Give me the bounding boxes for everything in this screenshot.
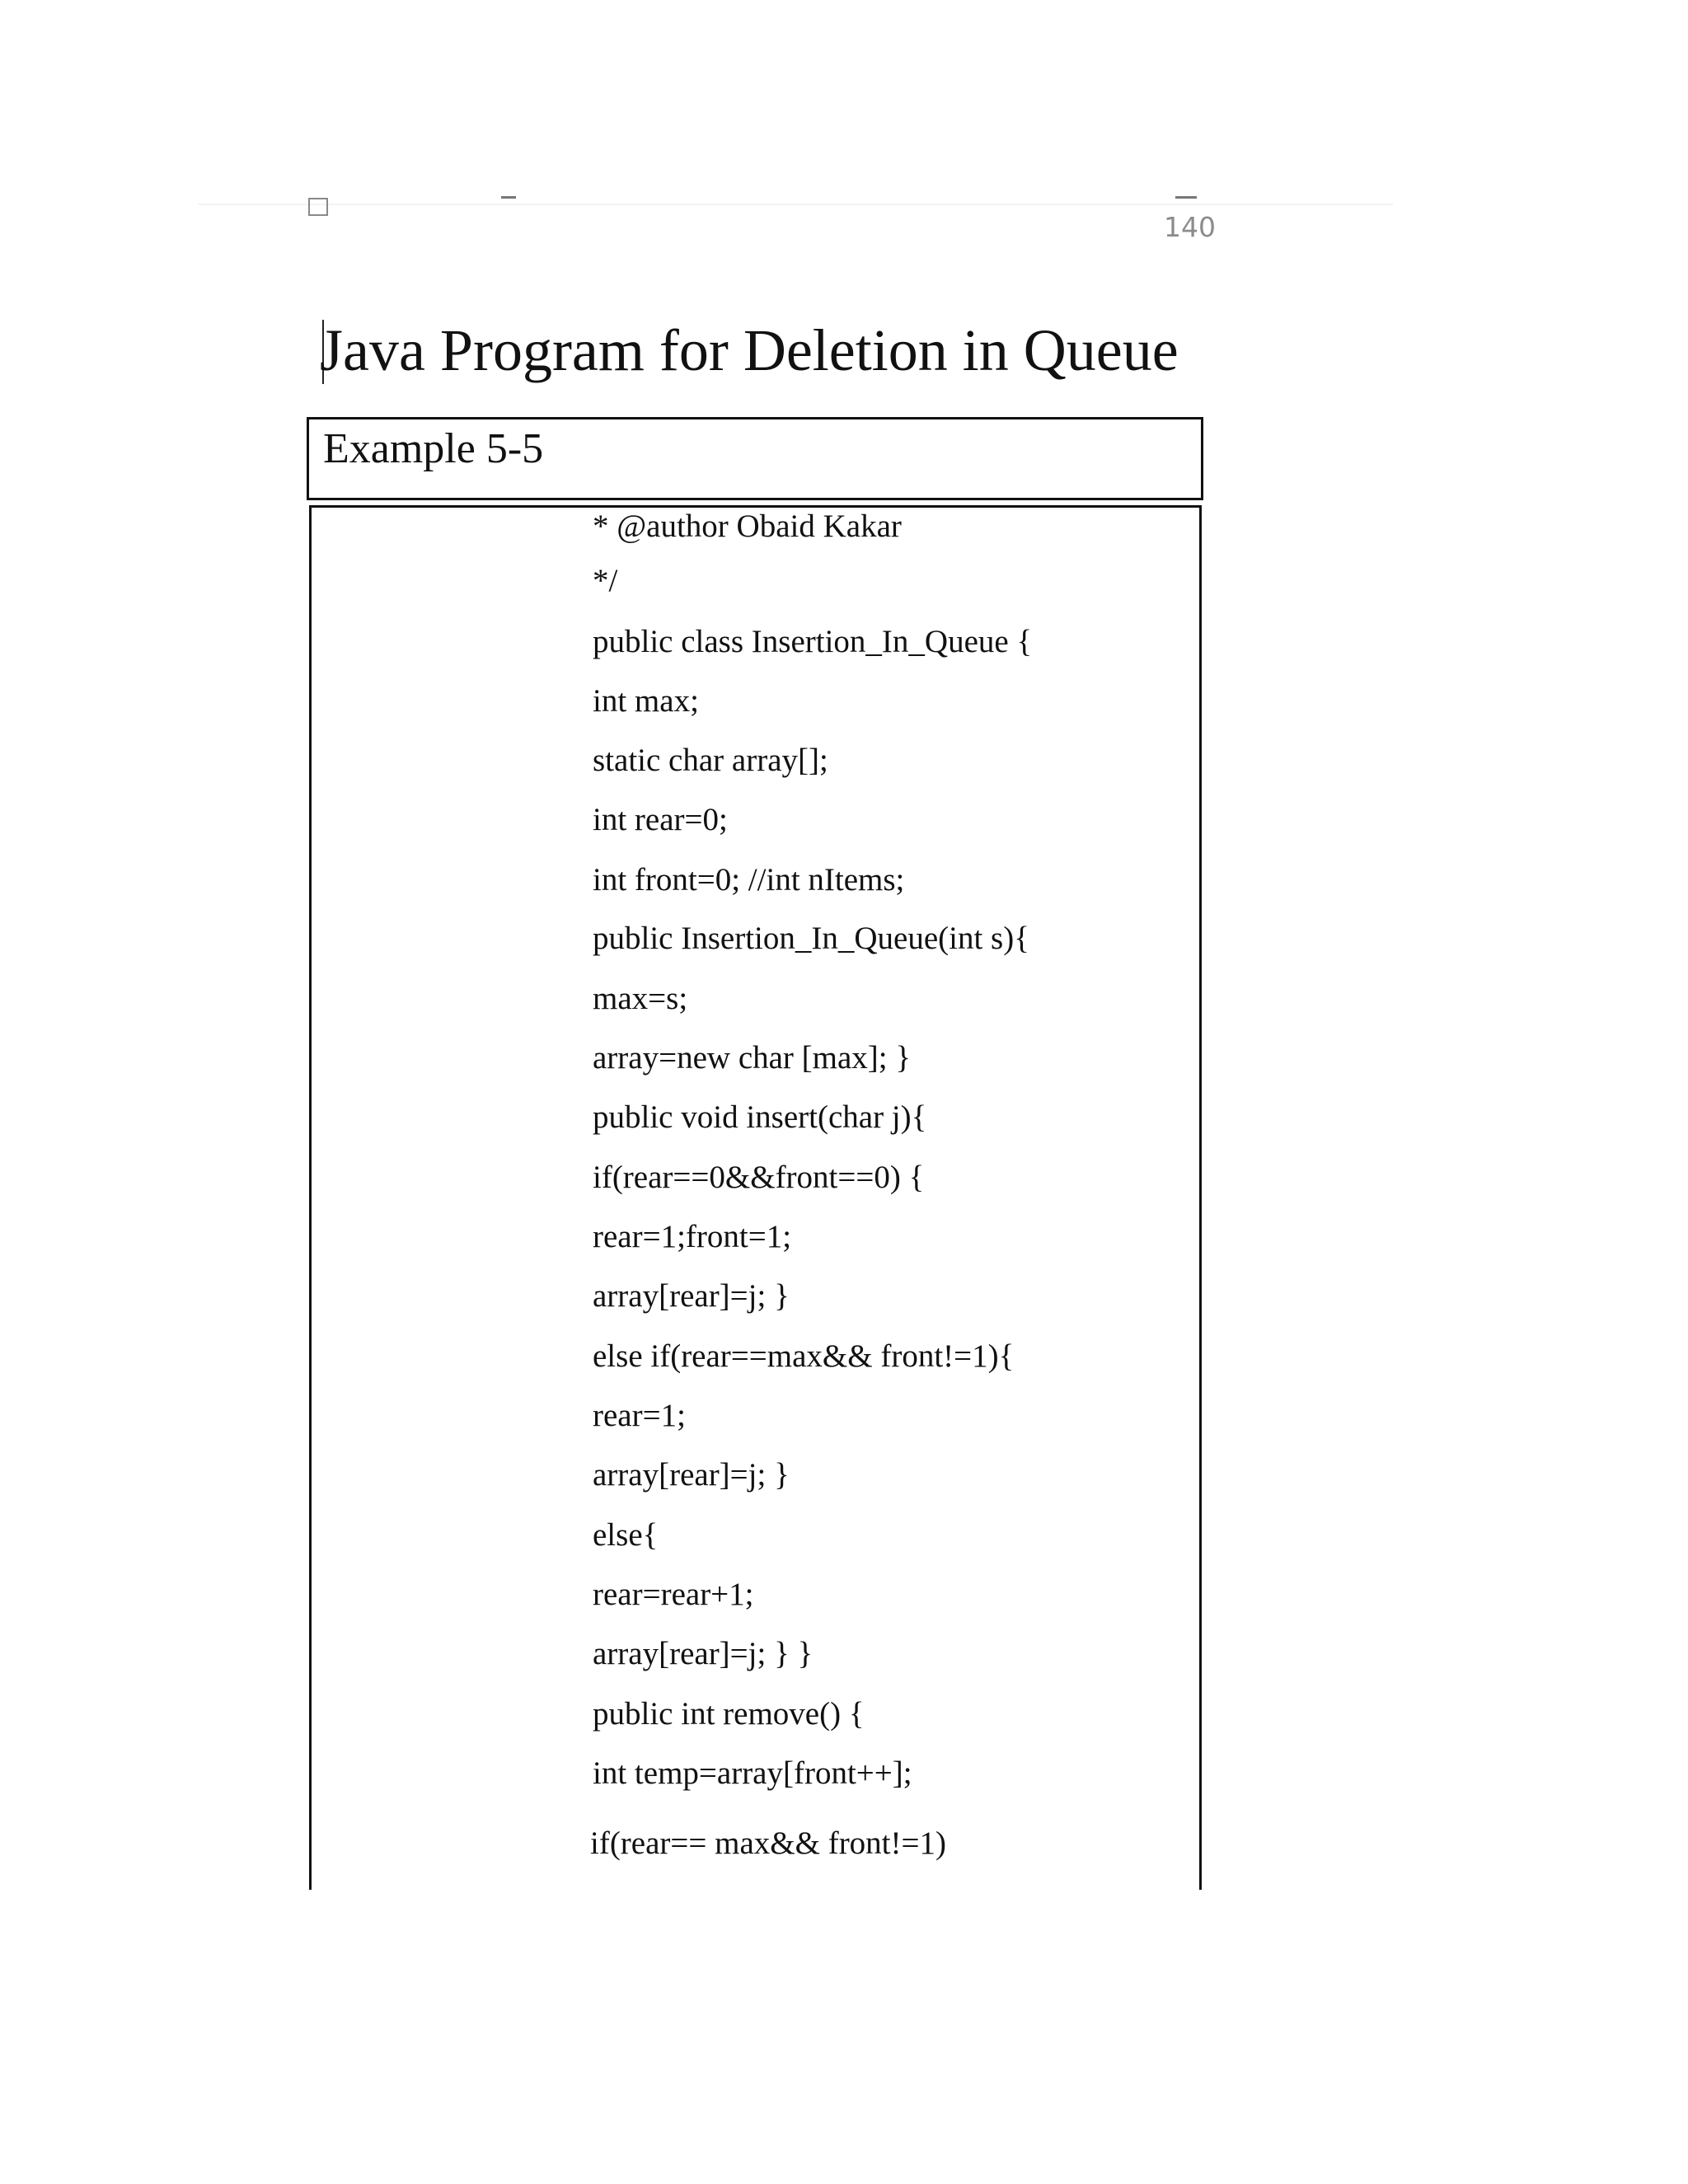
code-line: rear=1; <box>593 1398 686 1433</box>
code-line: */ <box>593 563 618 598</box>
code-line: rear=rear+1; <box>593 1577 754 1612</box>
code-line: int max; <box>593 683 699 719</box>
page-title: Java Program for Deletion in Queue <box>320 317 1179 383</box>
code-line: int temp=array[front++]; <box>593 1755 912 1791</box>
code-line: public class Insertion_In_Queue { <box>593 624 1033 659</box>
code-line: else if(rear==max&& front!=1){ <box>593 1338 1015 1374</box>
code-line: * @author Obaid Kakar <box>593 509 902 544</box>
example-label: Example 5-5 <box>323 425 544 472</box>
code-line: max=s; <box>593 981 688 1016</box>
code-line: else{ <box>593 1517 659 1553</box>
header-divider <box>198 204 1393 205</box>
header-tick-mark <box>501 196 516 199</box>
code-line: public int remove() { <box>593 1696 865 1732</box>
checkbox-marker-icon <box>308 198 328 216</box>
code-line: if(rear== max&& front!=1) <box>590 1825 946 1861</box>
example-caption-box <box>307 417 1203 500</box>
code-box-left-edge <box>309 1824 312 1890</box>
code-line: if(rear==0&&front==0) { <box>593 1160 925 1195</box>
code-line: array[rear]=j; } <box>593 1278 790 1314</box>
header-tick-mark <box>1175 196 1197 199</box>
code-line: rear=1;front=1; <box>593 1219 792 1254</box>
code-line: array[rear]=j; } <box>593 1457 790 1493</box>
code-line: array=new char [max]; } <box>593 1040 912 1076</box>
code-line: static char array[]; <box>593 743 828 778</box>
code-listing-box <box>309 505 1202 1824</box>
code-line: array[rear]=j; } } <box>593 1636 814 1671</box>
code-line: public void insert(char j){ <box>593 1099 927 1135</box>
code-line: int front=0; //int nItems; <box>593 862 905 898</box>
code-box-right-edge <box>1199 1824 1202 1890</box>
code-line: int rear=0; <box>593 802 728 837</box>
code-line: public Insertion_In_Queue(int s){ <box>593 921 1029 956</box>
page-number: 140 <box>1164 211 1216 243</box>
